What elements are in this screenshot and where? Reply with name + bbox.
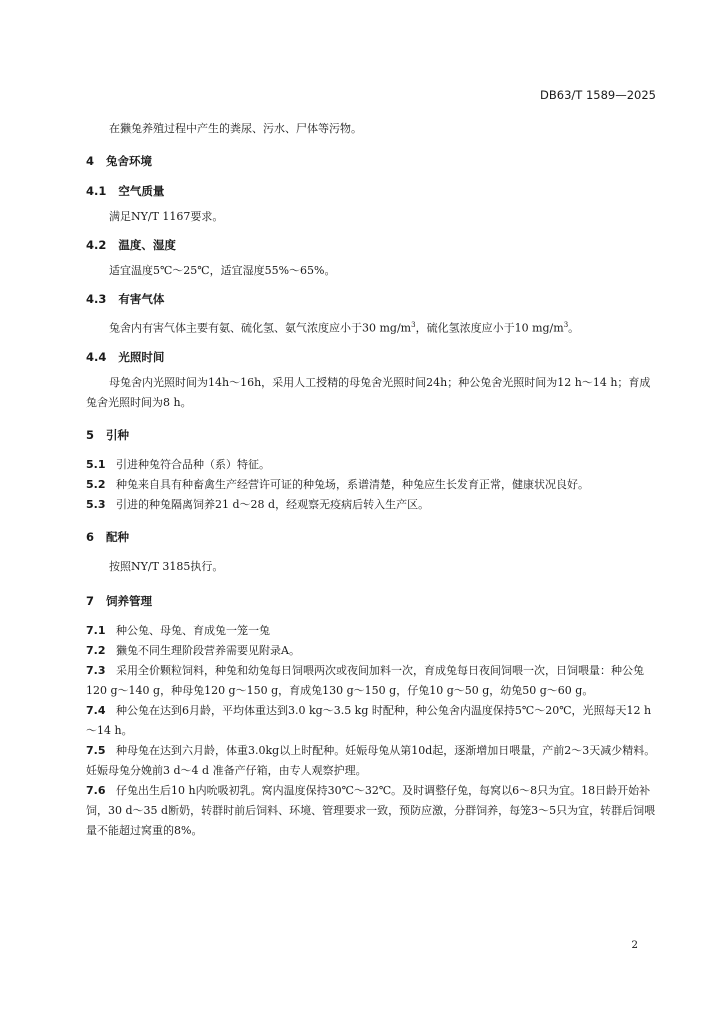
page-content [86,119,658,841]
section-7-item: 7.6 仔兔出生后10 h内吮吸初乳。窝内温度保持30℃～32℃。及时调整仔兔，每窝以6～8只为宜。18日龄开始补饲，30 d～35 d断奶，转群时前后饲料、环境、管理要求一致，预防应激，分群饲养，每笼3～5只为宜，转群后饲喂量不能超过窝重的8%。 [86,783,656,837]
section-6-title: 6 配种 [86,529,130,544]
section-5-item: 5.1 引进种兔符合品种（系）特征。 [86,457,270,471]
intro-paragraph: 在獭兔养殖过程中产生的粪尿、污水、尸体等污物。 [109,122,362,135]
section-5-item: 5.3 引进的种兔隔离饲养21 d～28 d，经观察无疫病后转入生产区。 [86,497,430,511]
section-4-3-text: 兔舍内有害气体主要有氨、硫化氢、氨气浓度应小于30 $mg/m^3$，硫化氢浓度应小于10 $mg/m^3$。 [109,321,580,335]
section-4-1-text: 满足NY/T 1167要求。 [109,210,224,223]
standard-code: DB63/T 1589—2025 [540,88,656,102]
section-4-4-text: 母兔舍内光照时间为14h～16h，采用人工授精的母兔舍光照时间24h；种公兔舍光照时间为12 h～14 h；育成兔舍光照时间为8 h。 [86,375,651,409]
section-4-1-title: 4.1 空气质量 [86,184,165,198]
section-7-item: 7.5 种母兔在达到六月龄，体重3.0kg以上时配种。妊娠母兔从第10d起，逐渐增加日喂量，产前2～3天减少精料。妊娠母兔分娩前3 d～4 d 准备产仔箱，由专人观察护理。 [86,743,656,777]
section-7-item: 7.1 种公兔、母兔、育成兔一笼一兔 [86,623,270,637]
section-5-title: 5 引种 [86,427,130,442]
section-4-2-text: 适宜温度5℃～25℃，适宜湿度55%～65%。 [109,264,336,277]
section-4-2-title: 4.2 温度、湿度 [86,238,176,252]
section-4-title: 4 兔舍环境 [86,154,153,168]
section-7-item: 7.3 采用全价颗粒饲料，种兔和幼兔每日饲喂两次或夜间加料一次，育成兔每日夜间饲喂一次，日饲喂量：种公兔120 g～140 g，种母兔120 g～150 g，育成兔130 g～150 g，仔兔10 g～50 g，幼兔50 g～60 g。 [86,663,644,697]
page-number: 2 [631,939,638,951]
section-7-item: 7.4 种公兔在达到6月龄，平均体重达到3.0 kg～3.5 kg 时配种，种公兔舍内温度保持5℃～20℃，光照每天12 h～14 h。 [86,703,652,737]
section-7-item: 7.2 獭兔不同生理阶段营养需要见附录A。 [86,643,300,657]
section-4-4-title: 4.4 光照时间 [86,349,165,364]
section-7-title: 7 饲养管理 [86,593,153,608]
section-4-3-title: 4.3 有害气体 [86,292,165,306]
section-5-item: 5.2 种兔来自具有种畜禽生产经营许可证的种兔场，系谱清楚，种兔应生长发育正常，健康状况良好。 [86,477,589,491]
section-6-text: 按照NY/T 3185执行。 [109,559,224,573]
